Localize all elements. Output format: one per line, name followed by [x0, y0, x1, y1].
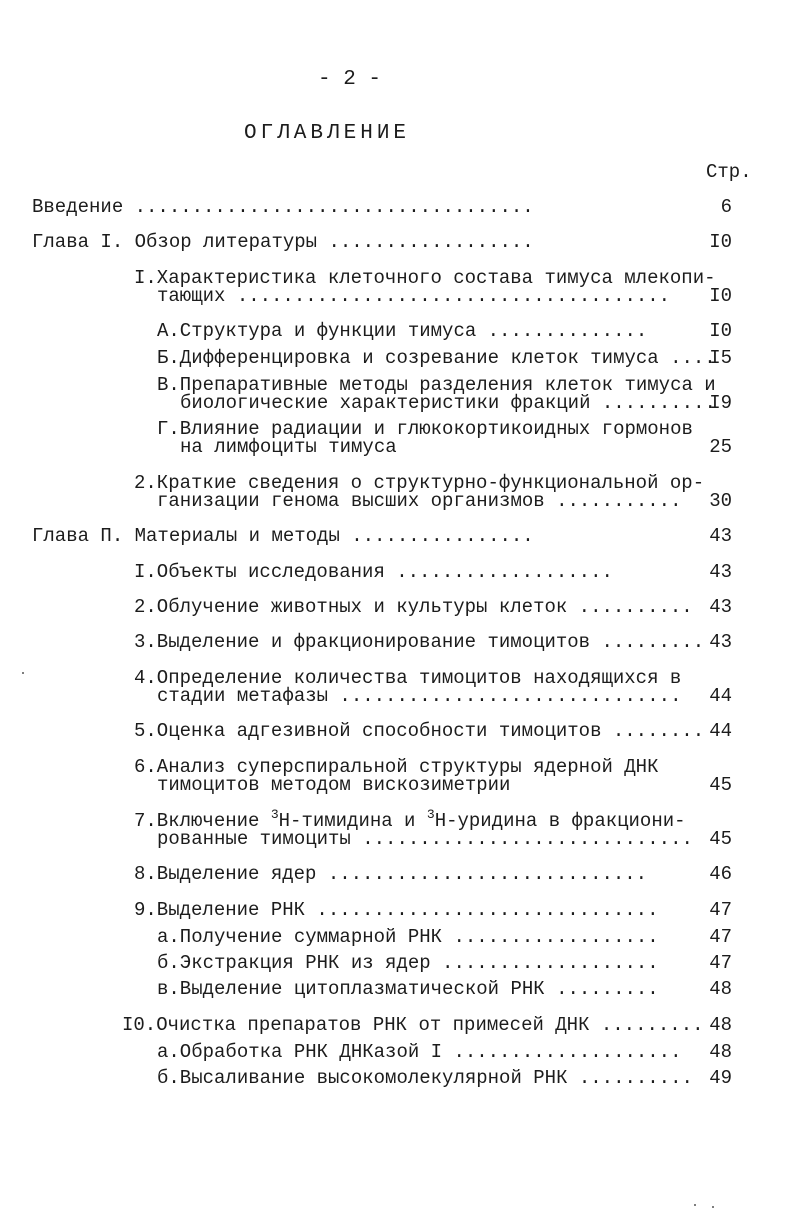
toc-entry-section-cont: рованные тимоциты ............................. — [157, 828, 693, 850]
toc-entry-section: 2.Облучение животных и культуры клеток .......... — [134, 596, 693, 618]
toc-entry-section: 7.Включение $^3$Н-тимидина и $^3$Н-уридина в фракциони- — [134, 807, 686, 832]
toc-page-num: I0 — [709, 285, 732, 307]
page-column-label: Стр. — [706, 161, 752, 183]
toc-entry-section: 3.Выделение и фракционирование тимоцитов ......... — [134, 631, 705, 653]
toc-entry-subsection: А.Структура и функции тимуса .............. — [157, 320, 648, 342]
toc-entry-subsection: В.Препаративные методы разделения клеток тимуса и — [157, 374, 716, 396]
toc-entry-section: 2.Краткие сведения о структурно-функциональной ор- — [134, 472, 705, 494]
toc-entry-section-cont: стадии метафазы .............................. — [157, 685, 682, 707]
toc-entry-section: I.Объекты исследования ................... — [134, 561, 613, 583]
toc-page-num: 43 — [709, 631, 732, 653]
toc-entry-subsection: Б.Дифференцировка и созревание клеток тимуса .... — [157, 347, 716, 369]
toc-page-num: 45 — [709, 774, 732, 796]
toc-page-num: 43 — [709, 525, 732, 547]
toc-page-num: I0 — [709, 320, 732, 342]
toc-entry-subsection: а.Обработка РНК ДНКазой I .................... — [157, 1041, 682, 1063]
toc-page-num: I5 — [709, 347, 732, 369]
toc-page-num: 48 — [709, 978, 732, 1000]
toc-page-num: 6 — [720, 196, 732, 218]
toc-entry-intro: Введение ................................... — [32, 196, 534, 218]
toc-page-num: 43 — [709, 561, 732, 583]
toc-entry-section: 8.Выделение ядер ............................ — [134, 863, 648, 885]
toc-entry-section-cont: тающих ...................................... — [157, 285, 671, 307]
toc-entry-subsection: Г.Влияние радиации и глюкокортикоидных гормонов — [157, 418, 693, 440]
toc-page-num: 45 — [709, 828, 732, 850]
toc-entry-section-cont: тимоцитов методом вискозиметрии — [157, 774, 511, 796]
toc-title: ОГЛАВЛЕНИЕ — [244, 122, 411, 145]
toc-page-num: I9 — [709, 392, 732, 414]
toc-entry-section: I0.Очистка препаратов РНК от примесей ДНК ......... — [122, 1014, 704, 1036]
toc-page-num: 46 — [709, 863, 732, 885]
toc-entry-subsection: б.Высаливание высокомолекулярной РНК .......... — [157, 1067, 693, 1089]
toc-page-num: 47 — [709, 952, 732, 974]
toc-page-num: 47 — [709, 926, 732, 948]
toc-entry-chapter-1: Глава I. Обзор литературы .................. — [32, 231, 534, 253]
toc-entry-section-cont: ганизации генома высших организмов ........... — [157, 490, 682, 512]
toc-page-num: 49 — [709, 1067, 732, 1089]
toc-entry-section: 4.Определение количества тимоцитов находящихся в — [134, 667, 682, 689]
toc-page-num: 48 — [709, 1014, 732, 1036]
page-number: - 2 - — [318, 68, 382, 91]
toc-page-num: 44 — [709, 685, 732, 707]
superscript: 3 — [426, 807, 435, 822]
scan-speck — [694, 1204, 696, 1206]
toc-page-num: 43 — [709, 596, 732, 618]
scan-speck — [712, 1206, 714, 1208]
toc-entry-section: 5.Оценка адгезивной способности тимоцитов ........ — [134, 720, 705, 742]
scan-speck — [22, 672, 24, 674]
toc-entry-subsection-cont: на лимфоциты тимуса — [180, 436, 397, 458]
toc-entry-section: 9.Выделение РНК .............................. — [134, 899, 659, 921]
toc-page-num: 47 — [709, 899, 732, 921]
toc-entry-subsection: в.Выделение цитоплазматической РНК ......... — [157, 978, 659, 1000]
toc-entry-subsection-cont: биологические характеристики фракций .......... — [180, 392, 716, 414]
toc-entry-subsection: а.Получение суммарной РНК .................. — [157, 926, 659, 948]
toc-page-num: 25 — [709, 436, 732, 458]
toc-page-num: 44 — [709, 720, 732, 742]
toc-page-num: 30 — [709, 490, 732, 512]
toc-entry-chapter-2: Глава П. Материалы и методы ................ — [32, 525, 534, 547]
toc-page-num: 48 — [709, 1041, 732, 1063]
toc-page-num: I0 — [709, 231, 732, 253]
toc-entry-section: 6.Анализ суперспиральной структуры ядерной ДНК — [134, 756, 659, 778]
toc-entry-section: I.Характеристика клеточного состава тимуса млекопи- — [134, 267, 716, 289]
toc-entry-subsection: б.Экстракция РНК из ядер ................... — [157, 952, 659, 974]
superscript: 3 — [270, 807, 279, 822]
